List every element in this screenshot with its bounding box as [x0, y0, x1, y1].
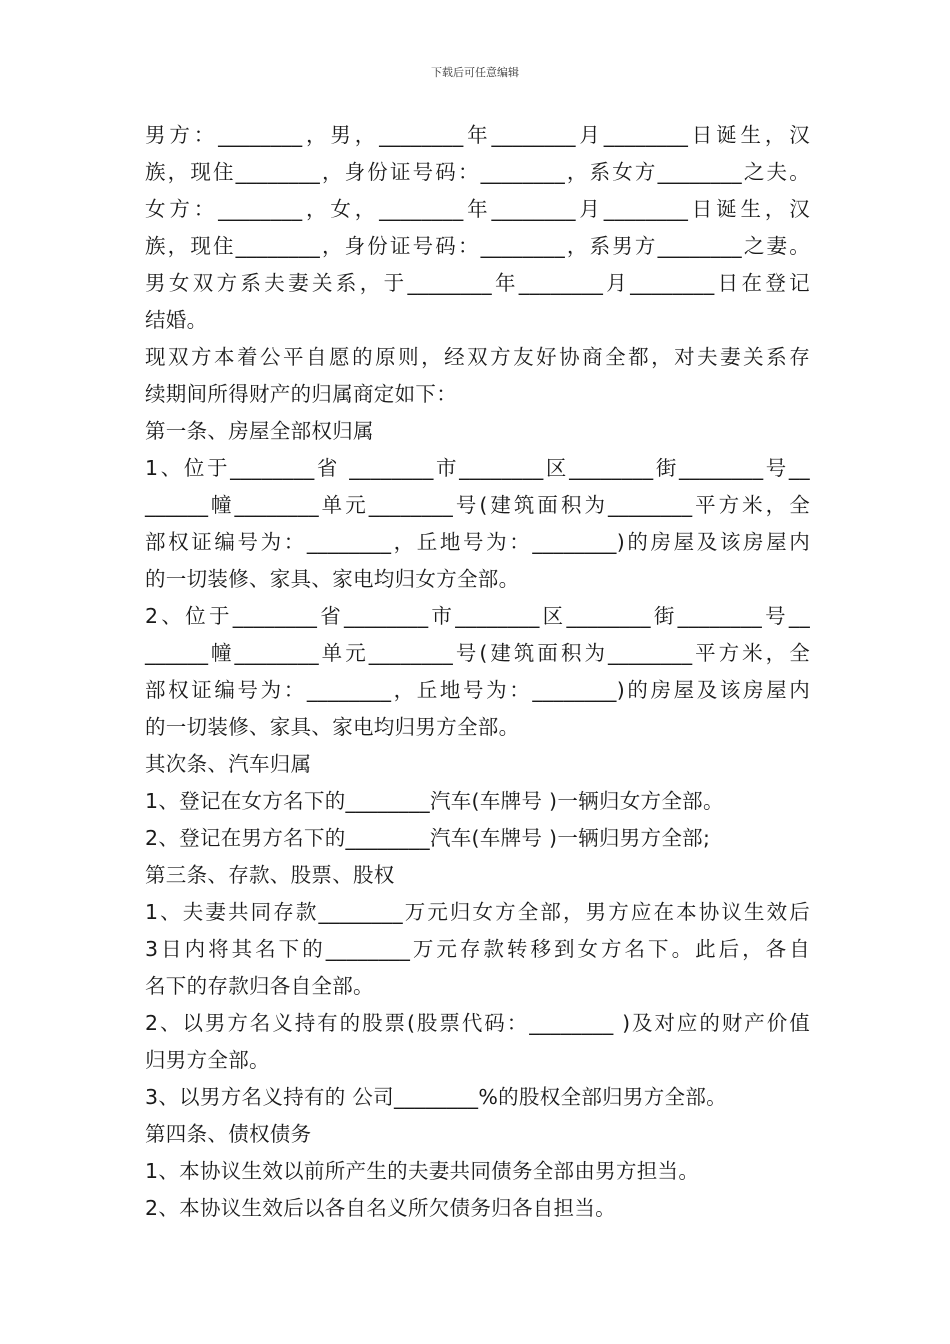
text-line: 男女双方系夫妻关系，于________年________月________日在登记 [145, 271, 810, 295]
text-line: ______幢________单元________号(建筑面积为________平方米，全 [145, 493, 810, 517]
text-line: 男方：________，男，________年________月________日诞生，汉 [145, 123, 810, 147]
text-line: 2、位于________省________市________区________街________号__ [145, 604, 810, 628]
text-line: 归男方全部。 [145, 1048, 270, 1072]
section-heading: 第三条、存款、股票、股权 [145, 863, 395, 887]
text-line: 1、本协议生效以前所产生的夫妻共同债务全部由男方担当。 [145, 1159, 700, 1183]
text-line: 现双方本着公平自愿的原则，经双方友好协商全都，对夫妻关系存 [145, 345, 810, 369]
text-line: 3日内将其名下的________万元存款转移到女方名下。此后，各自 [145, 937, 810, 961]
text-line: 的一切装修、家具、家电均归男方全部。 [145, 715, 520, 739]
text-line: 女方：________，女，________年________月________日诞生，汉 [145, 197, 810, 221]
text-line: 部权证编号为：________，丘地号为：________)的房屋及该房屋内 [145, 530, 810, 554]
text-line: 结婚。 [145, 308, 208, 332]
text-line: 1、登记在女方名下的________汽车(车牌号 )一辆归女方全部。 [145, 789, 724, 813]
text-line: 1、夫妻共同存款________万元归女方全部，男方应在本协议生效后 [145, 900, 810, 924]
text-line: 2、登记在男方名下的________汽车(车牌号 )一辆归男方全部; [145, 826, 711, 850]
text-line: 2、本协议生效后以各自名义所欠债务归各自担当。 [145, 1196, 616, 1220]
text-line: 3、以男方名义持有的 公司________%的股权全部归男方全部。 [145, 1085, 727, 1109]
text-line: ______幢________单元________号(建筑面积为________平方米，全 [145, 641, 810, 665]
text-line: 族，现住________，身份证号码：________，系男方________之妻。 [145, 234, 810, 258]
text-line: 族，现住________，身份证号码：________，系女方________之夫。 [145, 160, 810, 184]
text-line: 1、位于________省 ________市________区________街________号__ [145, 456, 810, 480]
section-heading: 第一条、房屋全部权归属 [145, 419, 374, 443]
section-heading: 第四条、债权债务 [145, 1122, 312, 1146]
page-header-note: 下载后可任意编辑 [431, 66, 519, 79]
text-line: 的一切装修、家具、家电均归女方全部。 [145, 567, 520, 591]
text-line: 部权证编号为：________，丘地号为：________)的房屋及该房屋内 [145, 678, 810, 702]
section-heading: 其次条、汽车归属 [145, 752, 312, 776]
agreement-body [145, 117, 810, 1227]
text-line: 名下的存款归各自全部。 [145, 974, 374, 998]
text-line: 续期间所得财产的归属商定如下： [145, 382, 457, 406]
text-line: 2、以男方名义持有的股票(股票代码：________ )及对应的财产价值 [145, 1011, 810, 1035]
